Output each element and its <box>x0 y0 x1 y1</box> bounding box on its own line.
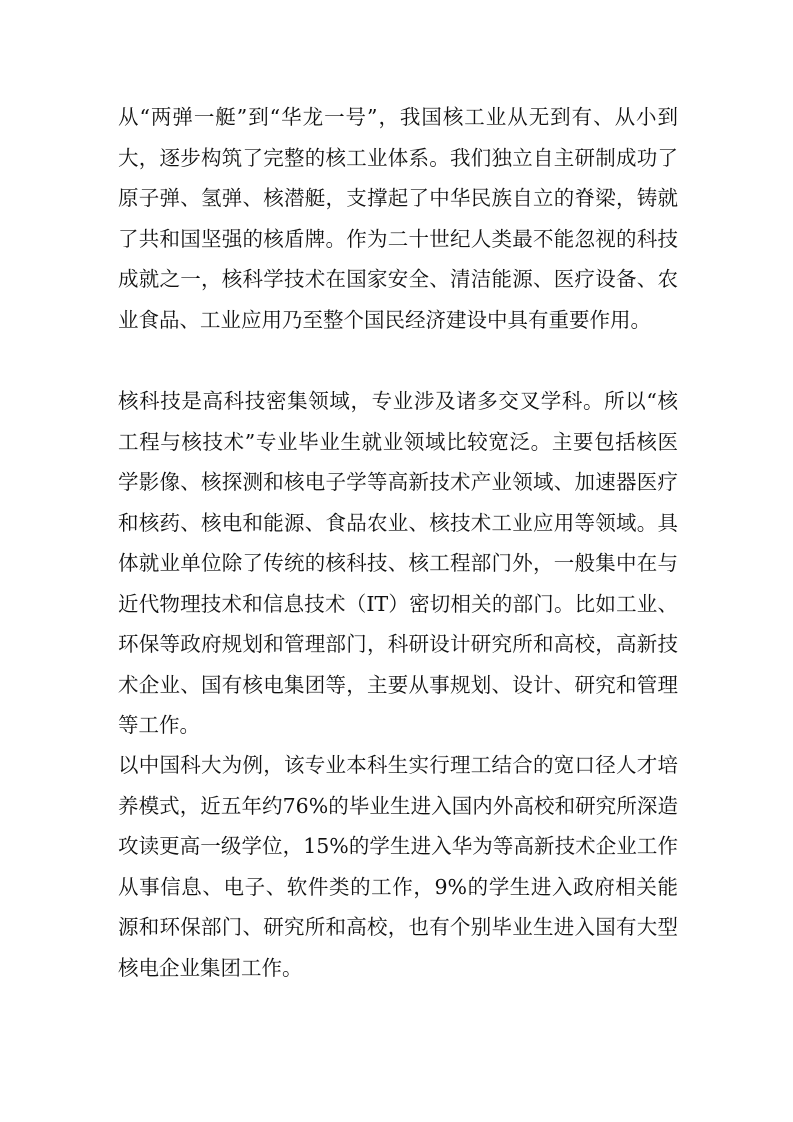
document-page <box>118 0 678 1122</box>
paragraph-ustc-example: 以中国科大为例，该专业本科生实行理工结合的宽口径人才培养模式，近五年约76%的毕业生进入国内外高校和研究所深造攻读更高一级学位，15%的学生进入华为等高新技术企业工作从事信息、电子、软件类的工作，9%的学生进入政府相关能源和环保部门、研究所和高校，也有个别毕业生进入国有大型核电企业集团工作。 <box>118 753 678 980</box>
paragraph-nuclear-industry-history: 从“两弹一艇”到“华龙一号”，我国核工业从无到有、从小到大，逐步构筑了完整的核工业体系。我们独立自主研制成功了原子弹、氢弹、核潜艇，支撑起了中华民族自立的脊梁，铸就了共和国坚强的核盾牌。作为二十世纪人类最不能忽视的科技成就之一，核科学技术在国家安全、清洁能源、医疗设备、农业食品、工业应用乃至整个国民经济建设中具有重要作用。 <box>118 105 678 332</box>
paragraph-employment-fields: 核科技是高科技密集领域，专业涉及诸多交叉学科。所以“核工程与核技术”专业毕业生就业领域比较宽泛。主要包括核医学影像、核探测和核电子学等高新技术产业领域、加速器医疗和核药、核电和能源、食品农业、核技术工业应用等领域。具体就业单位除了传统的核科技、核工程部门外，一般集中在与近代物理技术和信息技术（IT）密切相关的部门。比如工业、环保等政府规划和管理部门，科研设计研究所和高校，高新技术企业、国有核电集团等，主要从事规划、设计、研究和管理等工作。 <box>118 389 678 737</box>
